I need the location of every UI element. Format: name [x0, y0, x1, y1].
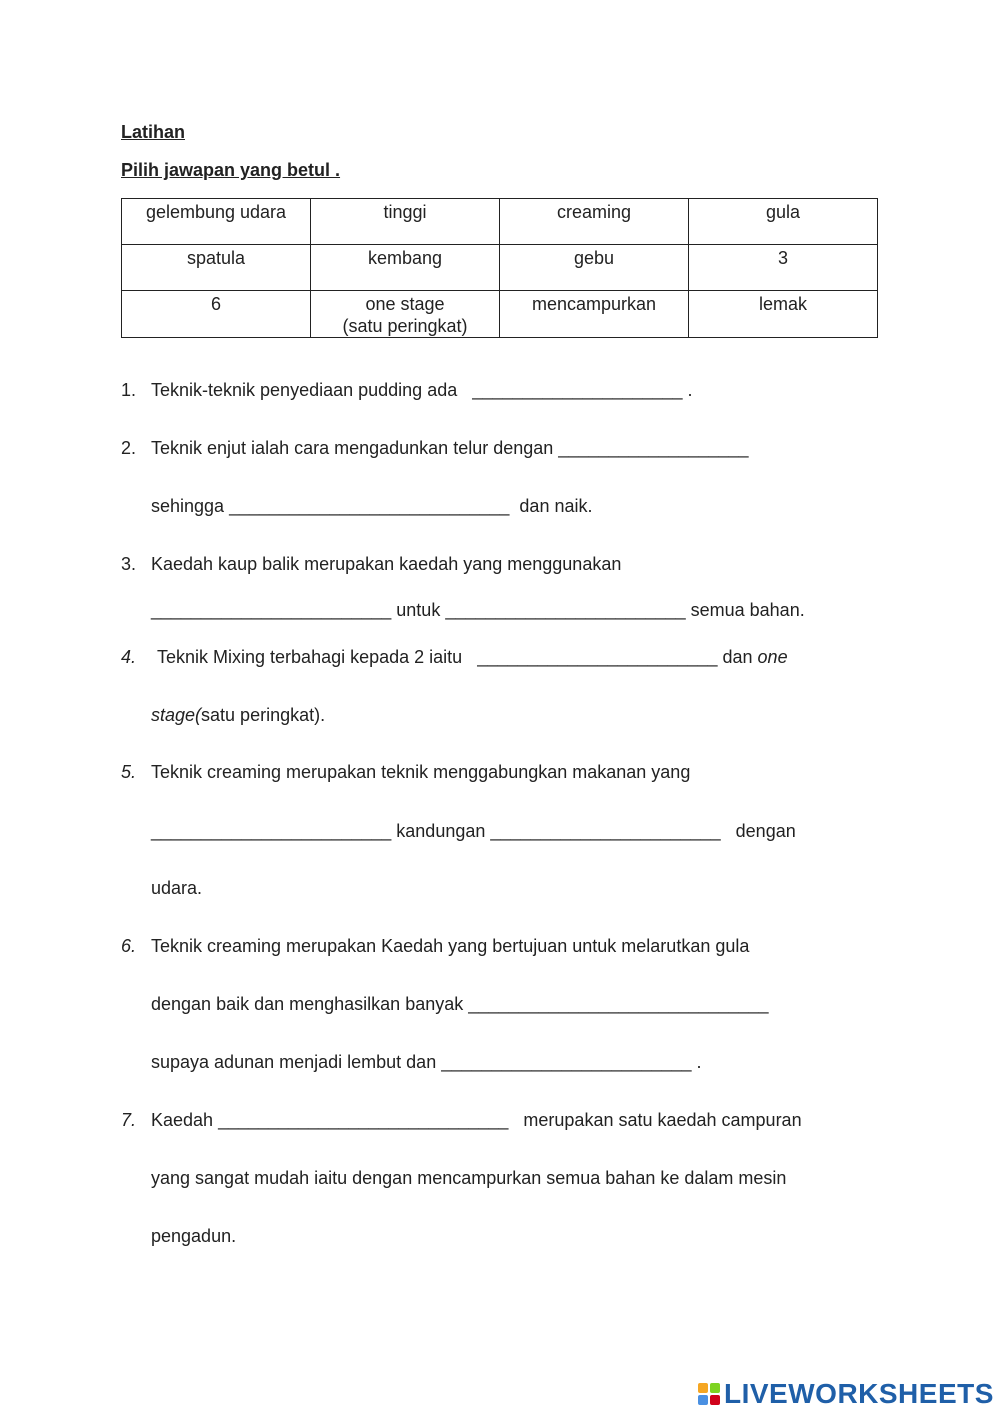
question-text: merupakan satu kaedah campuran: [523, 1110, 802, 1130]
question-text: Kaedah: [151, 1110, 214, 1130]
question-5-line-1: [151, 761, 690, 783]
question-text: one: [757, 647, 788, 667]
answer-blank[interactable]: _____________________: [472, 380, 683, 400]
question-text: dan naik.: [519, 496, 593, 516]
table-cell: kembang: [311, 245, 500, 291]
question-7-line-1: [151, 1109, 802, 1131]
question-text: kandungan: [396, 821, 486, 841]
table-row: [122, 245, 878, 291]
question-4-line-2: [151, 704, 325, 726]
question-text: satu peringkat).: [201, 705, 326, 725]
question-number: 1.: [121, 380, 137, 400]
question-text: .: [687, 380, 693, 400]
table-cell: lemak: [689, 291, 878, 338]
logo-text: LIVEWORKSHEETS: [724, 1378, 994, 1409]
question-6-line-1: [151, 935, 749, 957]
table-cell: [311, 291, 500, 338]
table-cell: 6: [122, 291, 311, 338]
question-text: Kaedah kaup balik merupakan kaedah yang menggunakan: [151, 554, 622, 574]
answer-blank[interactable]: ____________________________: [229, 496, 510, 516]
table-row: [122, 291, 878, 338]
answer-blank[interactable]: ________________________: [445, 600, 686, 620]
table-cell: mencampurkan: [500, 291, 689, 338]
question-text: pengadun.: [151, 1226, 237, 1246]
question-2-line-1: [151, 437, 749, 459]
question-text: sehingga: [151, 496, 225, 516]
table-row: [122, 199, 878, 245]
page-title: Latihan: [121, 122, 186, 142]
table-cell: spatula: [122, 245, 311, 291]
answer-blank[interactable]: ________________________: [151, 600, 392, 620]
table-cell: creaming: [500, 199, 689, 245]
logo-square: [698, 1395, 708, 1405]
question-text: .: [696, 1052, 702, 1072]
answer-blank[interactable]: ______________________________: [468, 994, 769, 1014]
question-text: Teknik creaming merupakan Kaedah yang bertujuan untuk melarutkan gula: [151, 936, 750, 956]
liveworksheets-logo: [698, 1378, 994, 1410]
question-4-line-1: [157, 646, 788, 668]
question-text: Teknik Mixing terbahagi kepada 2 iaitu: [157, 647, 463, 667]
question-text: dan: [722, 647, 753, 667]
question-number: 7.: [121, 1110, 137, 1130]
question-text: Teknik creaming merupakan teknik menggabungkan makanan yang: [151, 762, 691, 782]
question-7-line-2: [151, 1167, 786, 1189]
question-5-line-2: [151, 820, 796, 842]
logo-square: [710, 1395, 720, 1405]
question-text: stage(: [151, 705, 202, 725]
question-number: 4.: [121, 647, 137, 667]
question-text: udara.: [151, 878, 203, 898]
question-number: 2.: [121, 438, 137, 458]
logo-square: [710, 1383, 720, 1393]
question-number: 6.: [121, 936, 137, 956]
question-text: dengan baik dan menghasilkan banyak: [151, 994, 464, 1014]
cell-line: (satu peringkat): [342, 316, 468, 336]
cell-line: one stage: [365, 294, 445, 314]
answer-blank[interactable]: ___________________: [558, 438, 749, 458]
question-5-line-3: [151, 877, 202, 899]
table-cell: gula: [689, 199, 878, 245]
answer-blank[interactable]: ________________________: [151, 821, 392, 841]
answer-blank[interactable]: ________________________: [477, 647, 718, 667]
question-7-line-3: [151, 1225, 236, 1247]
question-3-line-1: [151, 553, 621, 575]
question-1: [151, 379, 693, 401]
question-number: 3.: [121, 554, 137, 574]
logo-square: [698, 1383, 708, 1393]
question-2-line-2: [151, 495, 592, 517]
answer-blank[interactable]: _____________________________: [218, 1110, 509, 1130]
question-text: supaya adunan menjadi lembut dan: [151, 1052, 437, 1072]
question-text: Teknik enjut ialah cara mengadunkan telur dengan: [151, 438, 554, 458]
instruction-heading: Pilih jawapan yang betul .: [121, 160, 341, 180]
question-text: untuk: [396, 600, 441, 620]
question-6-line-2: [151, 993, 769, 1015]
table-cell: gelembung udara: [122, 199, 311, 245]
table-cell: 3: [689, 245, 878, 291]
question-number: 5.: [121, 762, 137, 782]
table-cell: gebu: [500, 245, 689, 291]
question-text: semua bahan.: [690, 600, 805, 620]
question-text: yang sangat mudah iaitu dengan mencampurkan semua bahan ke dalam mesin: [151, 1168, 787, 1188]
table-cell: tinggi: [311, 199, 500, 245]
answer-blank[interactable]: _________________________: [441, 1052, 692, 1072]
question-3-line-2: [151, 599, 805, 621]
word-bank-table: [121, 198, 878, 338]
logo-icon: [698, 1383, 720, 1405]
answer-blank[interactable]: _______________________: [490, 821, 721, 841]
question-text: Teknik-teknik penyediaan pudding ada: [151, 380, 458, 400]
question-text: dengan: [735, 821, 796, 841]
question-6-line-3: [151, 1051, 702, 1073]
